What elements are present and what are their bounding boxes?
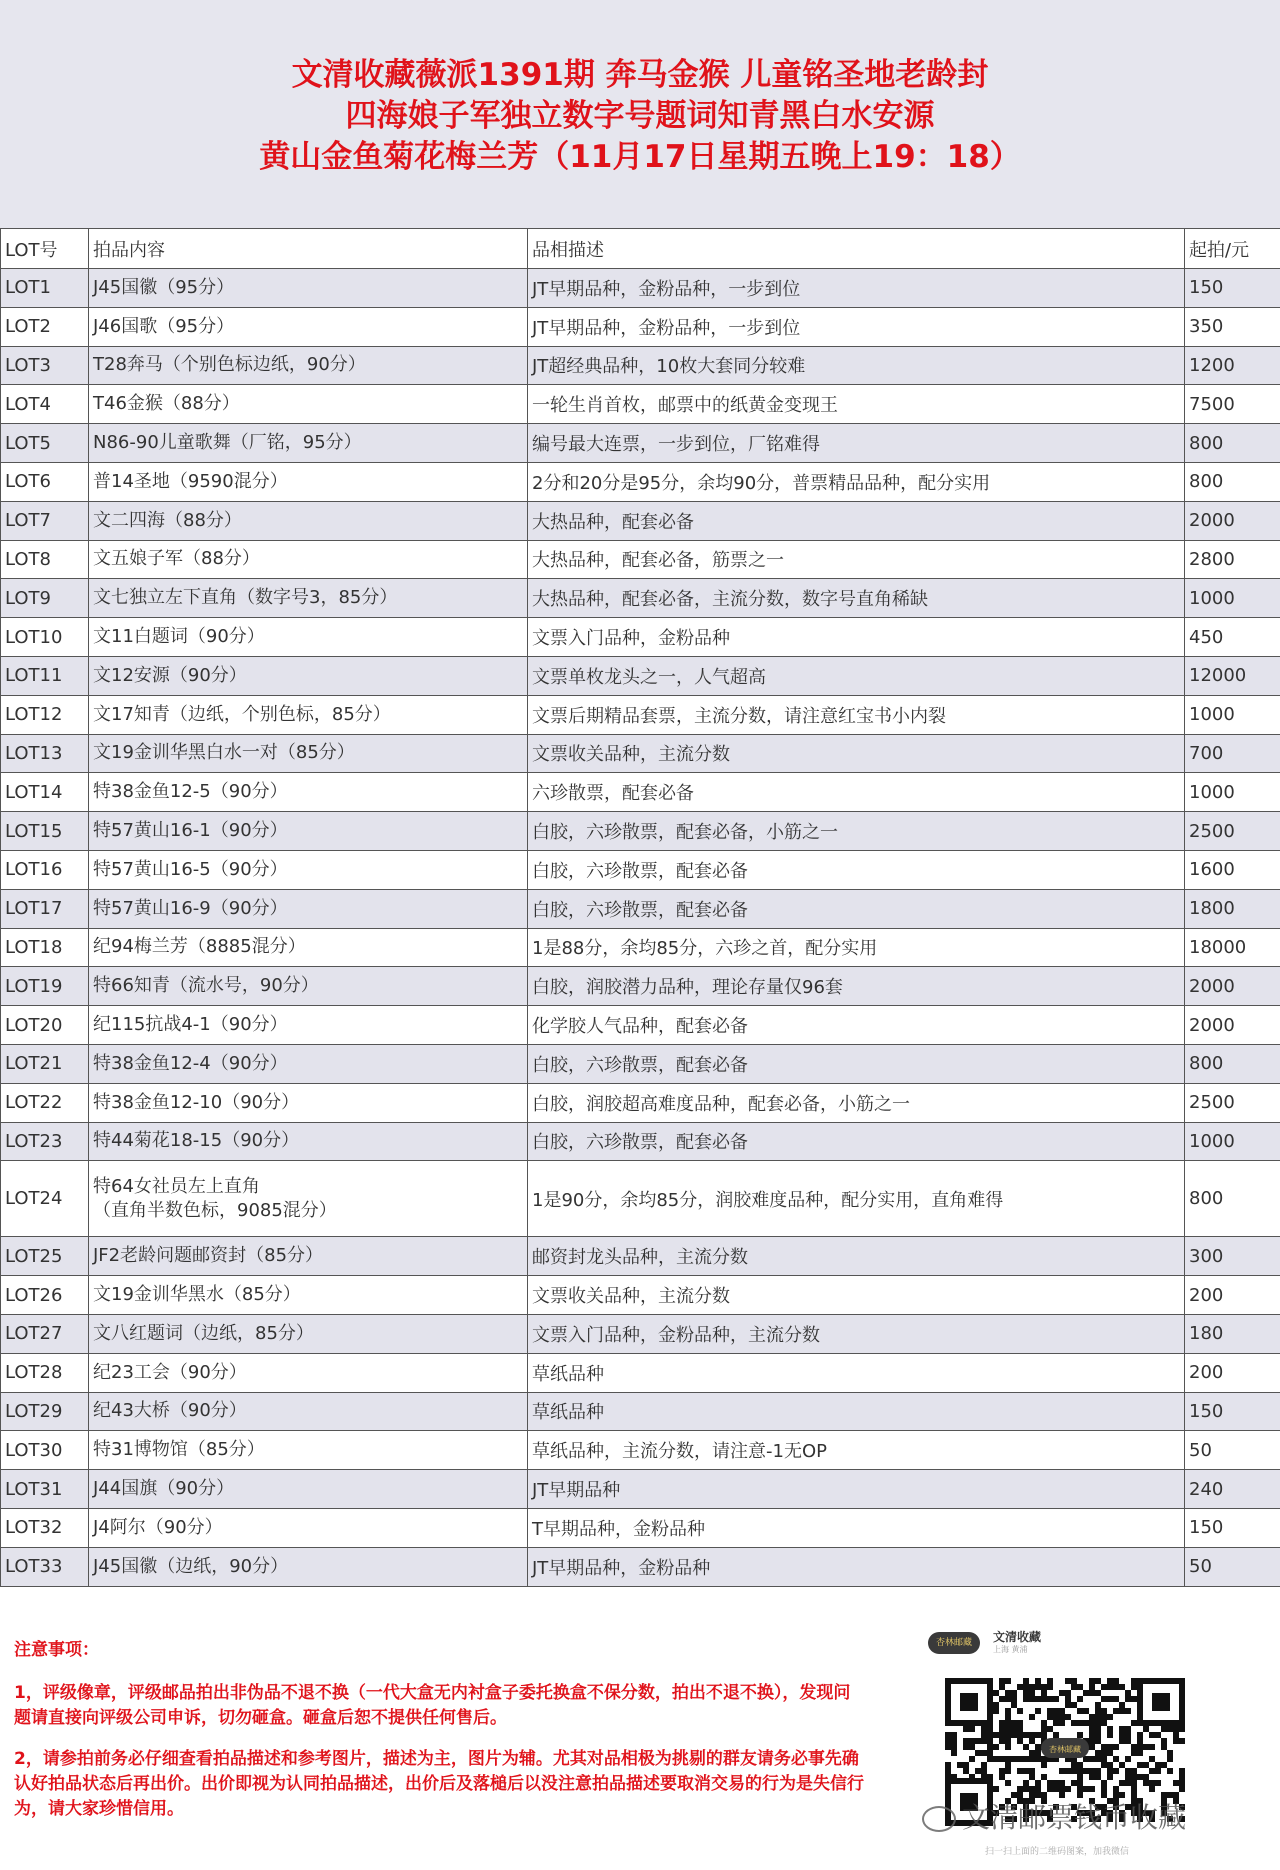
- lot-number: LOT13: [1, 734, 89, 773]
- header-lot-no: LOT号: [1, 229, 89, 269]
- table-row: [1, 1083, 1280, 1122]
- lot-item: 特38金鱼12-4（90分）: [89, 1044, 528, 1083]
- lot-start-price: 7500: [1185, 385, 1280, 424]
- table-row: [1, 812, 1280, 851]
- table-row: [1, 734, 1280, 773]
- lot-item: 纪23工会（90分）: [89, 1353, 528, 1392]
- lot-start-price: 1000: [1185, 579, 1280, 618]
- lot-item: 特31博物馆（85分）: [89, 1431, 528, 1470]
- lot-number: LOT10: [1, 618, 89, 657]
- lot-condition: JT超经典品种，10枚大套同分较难: [528, 346, 1185, 385]
- table-row: [1, 385, 1280, 424]
- table-row: [1, 1006, 1280, 1045]
- lot-item: 特57黄山16-1（90分）: [89, 812, 528, 851]
- table-row: [1, 967, 1280, 1006]
- lot-start-price: 18000: [1185, 928, 1280, 967]
- lot-condition: JT早期品种，金粉品种: [528, 1547, 1185, 1586]
- lot-start-price: 200: [1185, 1276, 1280, 1315]
- lot-start-price: 1200: [1185, 346, 1280, 385]
- lot-start-price: 800: [1185, 462, 1280, 501]
- lot-number: LOT31: [1, 1470, 89, 1509]
- table-row: [1, 1470, 1280, 1509]
- lot-condition: 文票后期精品套票，主流分数，请注意红宝书小内裂: [528, 695, 1185, 734]
- lot-number: LOT18: [1, 928, 89, 967]
- lot-start-price: 150: [1185, 1392, 1280, 1431]
- table-row: [1, 1508, 1280, 1547]
- table-row: [1, 1547, 1280, 1586]
- table-row: [1, 1276, 1280, 1315]
- title-line-2: 四海娘子军独立数字号题词知青黑白水安源: [345, 98, 935, 134]
- table-row: [1, 307, 1280, 346]
- lot-condition: 文票收关品种，主流分数: [528, 734, 1185, 773]
- lot-condition: 白胶，润胶超高难度品种，配套必备，小筋之一: [528, 1083, 1185, 1122]
- lot-start-price: 2000: [1185, 1006, 1280, 1045]
- lot-number: LOT14: [1, 773, 89, 812]
- lot-item: 特64女社员左上直角 （直角半数色标，9085混分）: [89, 1161, 528, 1237]
- lot-start-price: 2800: [1185, 540, 1280, 579]
- lot-number: LOT26: [1, 1276, 89, 1315]
- lot-item: N86-90儿童歌舞（厂铭，95分）: [89, 424, 528, 463]
- header-item: 拍品内容: [89, 229, 528, 269]
- table-row: [1, 1392, 1280, 1431]
- notice-title: 注意事项：: [14, 1640, 99, 1660]
- table-row: [1, 1314, 1280, 1353]
- lot-condition: T早期品种，金粉品种: [528, 1508, 1185, 1547]
- lot-item: 文二四海（88分）: [89, 501, 528, 540]
- notice-section: [14, 1638, 864, 1838]
- lot-item: 特44菊花18-15（90分）: [89, 1122, 528, 1161]
- watermark-text: 文清邮票钱币收藏: [962, 1801, 1187, 1834]
- table-row: [1, 1353, 1280, 1392]
- lot-number: LOT28: [1, 1353, 89, 1392]
- lot-start-price: 700: [1185, 734, 1280, 773]
- lot-number: LOT3: [1, 346, 89, 385]
- lot-condition: 白胶，六珍散票，配套必备: [528, 1122, 1185, 1161]
- lot-number: LOT7: [1, 501, 89, 540]
- lot-start-price: 800: [1185, 1161, 1280, 1237]
- notice-item-2: 2，请参拍前务必仔细查看拍品描述和参考图片，描述为主，图片为辅。尤其对品相极为挑剔的群友请务必事先确认好拍品状态后再出价。出价即视为认同拍品描述，出价后及落槌后以没注意拍品描述要取消交易的行为是失信行为，请大家珍惜信用。: [14, 1749, 864, 1819]
- table-row: [1, 773, 1280, 812]
- lot-start-price: 800: [1185, 424, 1280, 463]
- lot-item: 文八红题词（边纸，85分）: [89, 1314, 528, 1353]
- lot-start-price: 50: [1185, 1547, 1280, 1586]
- lot-number: LOT23: [1, 1122, 89, 1161]
- lot-number: LOT4: [1, 385, 89, 424]
- lot-number: LOT32: [1, 1508, 89, 1547]
- table-row: [1, 1431, 1280, 1470]
- lot-number: LOT22: [1, 1083, 89, 1122]
- lot-item: 纪43大桥（90分）: [89, 1392, 528, 1431]
- watermark: [922, 1796, 1186, 1836]
- lot-item: 特66知青（流水号，90分）: [89, 967, 528, 1006]
- lot-start-price: 1000: [1185, 1122, 1280, 1161]
- lot-number: LOT2: [1, 307, 89, 346]
- lot-condition: 文票单枚龙头之一，人气超高: [528, 656, 1185, 695]
- brand-name: 文清收藏: [993, 1630, 1042, 1644]
- brand-location: 上海 黄浦: [993, 1645, 1028, 1654]
- lot-number: LOT1: [1, 269, 89, 308]
- lot-item: 文11白题词（90分）: [89, 618, 528, 657]
- lot-number: LOT24: [1, 1161, 89, 1237]
- lot-start-price: 2000: [1185, 967, 1280, 1006]
- lot-item: 特38金鱼12-5（90分）: [89, 773, 528, 812]
- lot-start-price: 2500: [1185, 1083, 1280, 1122]
- lot-item: J44国旗（90分）: [89, 1470, 528, 1509]
- lot-condition: 草纸品种: [528, 1353, 1185, 1392]
- lot-condition: 2分和20分是95分，余均90分，普票精品品种，配分实用: [528, 462, 1185, 501]
- lot-condition: JT早期品种: [528, 1470, 1185, 1509]
- lot-start-price: 1000: [1185, 773, 1280, 812]
- lot-condition: 1是88分，余均85分，六珍之首，配分实用: [528, 928, 1185, 967]
- lot-number: LOT9: [1, 579, 89, 618]
- lot-number: LOT6: [1, 462, 89, 501]
- lot-condition: 大热品种，配套必备: [528, 501, 1185, 540]
- lot-number: LOT21: [1, 1044, 89, 1083]
- lot-number: LOT15: [1, 812, 89, 851]
- lot-item: T28奔马（个别色标边纸，90分）: [89, 346, 528, 385]
- title-line-3: 黄山金鱼菊花梅兰芳（11月17日星期五晚上19：18）: [259, 139, 1021, 175]
- table-row: [1, 889, 1280, 928]
- lot-start-price: 150: [1185, 1508, 1280, 1547]
- lot-condition: 六珍散票，配套必备: [528, 773, 1185, 812]
- lot-condition: 文票入门品种，金粉品种，主流分数: [528, 1314, 1185, 1353]
- lot-item: 特57黄山16-5（90分）: [89, 850, 528, 889]
- lot-condition: 白胶，六珍散票，配套必备: [528, 850, 1185, 889]
- table-row: [1, 269, 1280, 308]
- header-condition: 品相描述: [528, 229, 1185, 269]
- lot-item: T46金猴（88分）: [89, 385, 528, 424]
- table-row: [1, 501, 1280, 540]
- table-row: [1, 928, 1280, 967]
- lot-condition: 一轮生肖首枚，邮票中的纸黄金变现王: [528, 385, 1185, 424]
- table-row: [1, 1237, 1280, 1276]
- lot-item: 文七独立左下直角（数字号3，85分）: [89, 579, 528, 618]
- table-header-row: [1, 229, 1280, 269]
- lot-item: J46国歌（95分）: [89, 307, 528, 346]
- qr-logo-text: 杏林邮藏: [1049, 1745, 1081, 1754]
- lot-number: LOT19: [1, 967, 89, 1006]
- lot-item: 特38金鱼12-10（90分）: [89, 1083, 528, 1122]
- lot-start-price: 450: [1185, 618, 1280, 657]
- table-row: [1, 424, 1280, 463]
- lot-start-price: 150: [1185, 269, 1280, 308]
- lot-condition: 草纸品种，主流分数，请注意-1无OP: [528, 1431, 1185, 1470]
- lot-number: LOT5: [1, 424, 89, 463]
- lot-number: LOT20: [1, 1006, 89, 1045]
- lot-number: LOT11: [1, 656, 89, 695]
- lot-condition: 文票入门品种，金粉品种: [528, 618, 1185, 657]
- table-row: [1, 462, 1280, 501]
- lot-item: 文17知青（边纸，个别色标，85分）: [89, 695, 528, 734]
- lot-item: 文19金训华黑水（85分）: [89, 1276, 528, 1315]
- lot-number: LOT27: [1, 1314, 89, 1353]
- brand-badge: 杏林邮藏: [928, 1632, 980, 1654]
- lot-number: LOT30: [1, 1431, 89, 1470]
- lot-condition: 白胶，六珍散票，配套必备，小筋之一: [528, 812, 1185, 851]
- lot-number: LOT8: [1, 540, 89, 579]
- lot-start-price: 200: [1185, 1353, 1280, 1392]
- table-row: [1, 346, 1280, 385]
- lot-start-price: 350: [1185, 307, 1280, 346]
- table-row: [1, 695, 1280, 734]
- lot-condition: 1是90分，余均85分，润胶难度品种，配分实用，直角难得: [528, 1161, 1185, 1237]
- lot-table: [0, 228, 1280, 1587]
- lot-condition: 文票收关品种，主流分数: [528, 1276, 1185, 1315]
- lot-start-price: 12000: [1185, 656, 1280, 695]
- lot-condition: 邮资封龙头品种，主流分数: [528, 1237, 1185, 1276]
- lot-start-price: 180: [1185, 1314, 1280, 1353]
- lot-start-price: 1000: [1185, 695, 1280, 734]
- lot-start-price: 800: [1185, 1044, 1280, 1083]
- lot-condition: 大热品种，配套必备，主流分数，数字号直角稀缺: [528, 579, 1185, 618]
- lot-start-price: 2500: [1185, 812, 1280, 851]
- lot-number: LOT12: [1, 695, 89, 734]
- chat-bubble-icon: [922, 1806, 956, 1832]
- table-row: [1, 1161, 1280, 1237]
- title-line-1: 文清收藏薇派1391期 奔马金猴 儿童铭圣地老龄封: [291, 57, 989, 93]
- lot-number: LOT17: [1, 889, 89, 928]
- table-row: [1, 579, 1280, 618]
- lot-item: 普14圣地（9590混分）: [89, 462, 528, 501]
- lot-condition: 编号最大连票，一步到位，厂铭难得: [528, 424, 1185, 463]
- qr-caption: 扫一扫上面的二维码图案，加我微信: [985, 1847, 1130, 1857]
- header-banner: [0, 0, 1280, 228]
- lot-start-price: 1600: [1185, 850, 1280, 889]
- table-row: [1, 1122, 1280, 1161]
- lot-start-price: 1800: [1185, 889, 1280, 928]
- lot-number: LOT16: [1, 850, 89, 889]
- lot-item: J4阿尔（90分）: [89, 1508, 528, 1547]
- table-row: [1, 1044, 1280, 1083]
- table-row: [1, 656, 1280, 695]
- lot-condition: JT早期品种，金粉品种，一步到位: [528, 307, 1185, 346]
- lot-start-price: 240: [1185, 1470, 1280, 1509]
- lot-item: 纪115抗战4-1（90分）: [89, 1006, 528, 1045]
- table-row: [1, 850, 1280, 889]
- table-row: [1, 540, 1280, 579]
- header-start-price: 起拍/元: [1185, 229, 1280, 269]
- lot-item: J45国徽（边纸，90分）: [89, 1547, 528, 1586]
- lot-condition: 草纸品种: [528, 1392, 1185, 1431]
- lot-item: 文19金训华黑白水一对（85分）: [89, 734, 528, 773]
- lot-item: 特57黄山16-9（90分）: [89, 889, 528, 928]
- notice-item-1: 1，评级像章，评级邮品拍出非伪品不退不换（一代大盒无内衬盒子委托换盒不保分数，拍出不退不换），发现问题请直接向评级公司申诉，切勿砸盒。砸盒后恕不提供任何售后。: [14, 1683, 851, 1728]
- lot-condition: 大热品种，配套必备，筋票之一: [528, 540, 1185, 579]
- lot-number: LOT33: [1, 1547, 89, 1586]
- lot-start-price: 300: [1185, 1237, 1280, 1276]
- lot-condition: 白胶，润胶潜力品种，理论存量仅96套: [528, 967, 1185, 1006]
- lot-condition: JT早期品种，金粉品种，一步到位: [528, 269, 1185, 308]
- lot-start-price: 2000: [1185, 501, 1280, 540]
- lot-number: LOT25: [1, 1237, 89, 1276]
- lot-condition: 化学胶人气品种，配套必备: [528, 1006, 1185, 1045]
- lot-start-price: 50: [1185, 1431, 1280, 1470]
- lot-condition: 白胶，六珍散票，配套必备: [528, 1044, 1185, 1083]
- lot-condition: 白胶，六珍散票，配套必备: [528, 889, 1185, 928]
- lot-item: 纪94梅兰芳（8885混分）: [89, 928, 528, 967]
- lot-item: J45国徽（95分）: [89, 269, 528, 308]
- lot-item: 文12安源（90分）: [89, 656, 528, 695]
- table-row: [1, 618, 1280, 657]
- lot-item: JF2老龄问题邮资封（85分）: [89, 1237, 528, 1276]
- lot-number: LOT29: [1, 1392, 89, 1431]
- lot-item: 文五娘子军（88分）: [89, 540, 528, 579]
